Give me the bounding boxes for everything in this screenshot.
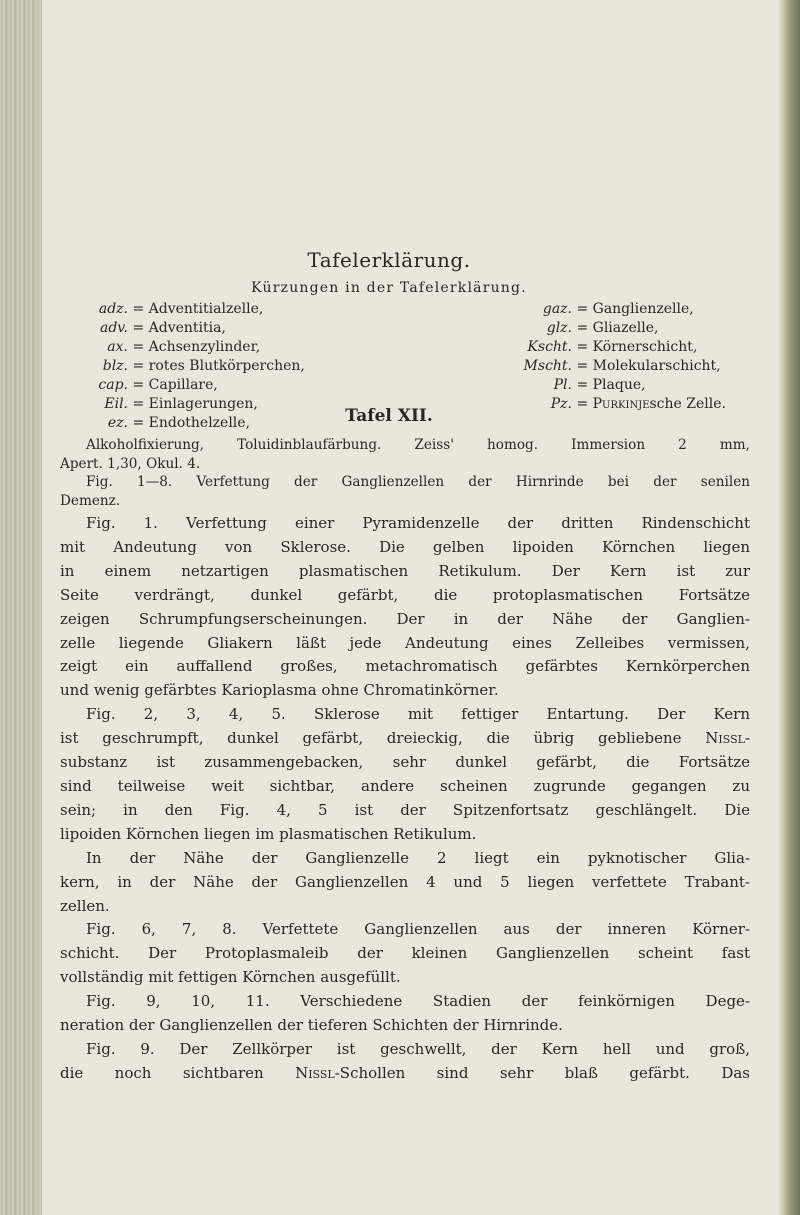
text-line [60, 727, 750, 751]
abbreviation-row [512, 376, 726, 395]
text-line: zellen. [60, 896, 110, 915]
abbreviation-key: Pz. [550, 396, 572, 412]
abbreviation-key: gaz. [542, 301, 572, 317]
text-line: zeigen Schrumpfungserscheinungen. Der in der Nähe der Ganglien- [60, 609, 750, 628]
text-line: mit Andeutung von Sklerose. Die gelben lipoiden Körnchen liegen [60, 537, 750, 556]
page-title: Tafelerklärung. [307, 248, 471, 272]
abbreviation-value: = Capillare, [132, 377, 218, 393]
text-fragment: - [744, 729, 750, 748]
text-line: Alkoholfixierung, Toluidinblaufärbung. Zeiss' homog. Immersion 2 mm, [86, 437, 750, 453]
abbreviation-row [512, 357, 726, 376]
abbreviation-value: = Endothelzelle, [132, 415, 251, 431]
abbreviation-key: ax. [107, 339, 128, 355]
abbreviation-row [92, 319, 305, 338]
abbreviation-key: adv. [99, 320, 128, 336]
text-line: Fig. 9, 10, 11. Verschiedene Stadien der feinkörnigen Dege- [86, 992, 750, 1011]
text-line: Fig. 1. Verfettung einer Pyramidenzelle der dritten Rindenschicht [86, 514, 750, 532]
text-line: Fig. 2, 3, 4, 5. Sklerose mit fettiger Entartung. Der Kern [86, 705, 750, 724]
abbreviation-value: = Ganglienzelle, [576, 301, 694, 317]
abbreviation-value: = Adventitia, [132, 320, 226, 336]
text-fragment: die noch sichtbaren [60, 1063, 296, 1082]
abbreviation-value: = Achsenzylinder, [132, 339, 261, 355]
purkinje-name: Purkinje [592, 396, 650, 412]
abbreviation-key: cap. [98, 377, 128, 393]
abbreviation-key: Eil. [104, 396, 128, 412]
text-fragment: -Schollen sind sehr blaß gefärbt. Das [334, 1063, 750, 1082]
abbreviation-value: = Einlagerungen, [132, 396, 258, 412]
nissl-word: Nissl [705, 729, 745, 748]
abbreviation-key: Pl. [553, 377, 572, 393]
text-line: und wenig gefärbtes Karioplasma ohne Chromatinkörner. [60, 681, 499, 700]
nissl-word: Nissl [295, 1063, 335, 1082]
abbreviation-key: Mscht. [523, 358, 572, 374]
text-line: Fig. 1—8. Verfettung der Ganglienzellen der Hirnrinde bei der senilen [86, 474, 750, 490]
abbreviation-value: = Adventitialzelle, [132, 301, 264, 317]
book-edge [778, 0, 800, 1215]
text-line: sind teilweise weit sichtbar, andere scheinen zugrunde gegangen zu [60, 776, 750, 795]
abbreviation-value: = Molekularschicht, [576, 358, 721, 374]
abbreviation-row [512, 300, 726, 319]
abbreviation-row [512, 338, 726, 357]
text-line: Apert. 1,30, Okul. 4. [60, 455, 201, 472]
text-line: zeigt ein auffallend großes, metachromatisch gefärbtes Kernkörperchen [60, 657, 750, 676]
text-line: Fig. 9. Der Zellkörper ist geschwellt, der Kern hell und groß, [86, 1039, 750, 1058]
abbreviation-value: = rotes Blutkörperchen, [132, 358, 305, 374]
text-line: sein; in den Fig. 4, 5 ist der Spitzenfortsatz geschlängelt. Die [60, 800, 750, 819]
abbreviation-key: adz. [98, 301, 128, 317]
abbreviation-value: = Plaque, [576, 377, 646, 393]
figure-descriptions [60, 512, 750, 1086]
abbreviations-heading: Kürzungen in der Tafelerklärung. [251, 280, 527, 296]
abbreviation-row [92, 338, 305, 357]
plate-heading: Tafel XII. [345, 406, 433, 426]
text-line: zelle liegende Gliakern läßt jede Andeutung eines Zelleibes vermissen, [60, 633, 750, 652]
text-line: vollständig mit fettigen Körnchen ausgefüllt. [60, 968, 401, 987]
abbreviation-key: Kscht. [527, 339, 572, 355]
abbreviation-row [92, 300, 305, 319]
text-line [60, 1062, 750, 1086]
text-line: Fig. 6, 7, 8. Verfettete Ganglienzellen aus der inneren Körner- [86, 920, 750, 939]
abbreviation-key: ez. [107, 415, 128, 431]
plate-intro [60, 436, 750, 510]
text-line: in einem netzartigen plasmatischen Retikulum. Der Kern ist zur [60, 561, 750, 580]
abbreviations-right-column [512, 300, 726, 414]
abbreviation-row [92, 357, 305, 376]
abbreviation-key: glz. [546, 320, 572, 336]
text-line: neration der Ganglienzellen der tieferen Schichten der Hirnrinde. [60, 1016, 563, 1035]
text-line: kern, in der Nähe der Ganglienzellen 4 und 5 liegen verfettete Trabant- [60, 872, 750, 891]
abbreviation-row [92, 376, 305, 395]
abbreviation-key: blz. [102, 358, 128, 374]
purkinje-suffix: sche Zelle. [649, 396, 726, 412]
page-gutter [0, 0, 42, 1215]
text-line: Seite verdrängt, dunkel gefärbt, die protoplasmatischen Fortsätze [60, 585, 750, 604]
abbreviation-row [512, 319, 726, 338]
abbreviation-value: = [576, 396, 593, 412]
abbreviation-value: = Gliazelle, [576, 320, 659, 336]
text-line: lipoiden Körnchen liegen im plasmatischen Retikulum. [60, 824, 477, 843]
text-line: substanz ist zusammengebacken, sehr dunkel gefärbt, die Fortsätze [60, 753, 750, 772]
text-fragment: ist geschrumpft, dunkel gefärbt, dreieckig, die übrig gebliebene [60, 729, 706, 748]
text-line: schicht. Der Protoplasmaleib der kleinen Ganglienzellen scheint fast [60, 944, 750, 963]
text-line: Demenz. [60, 492, 121, 509]
text-line: In der Nähe der Ganglienzelle 2 liegt ein pyknotischer Glia- [86, 848, 750, 867]
abbreviation-value: = Körnerschicht, [576, 339, 698, 355]
